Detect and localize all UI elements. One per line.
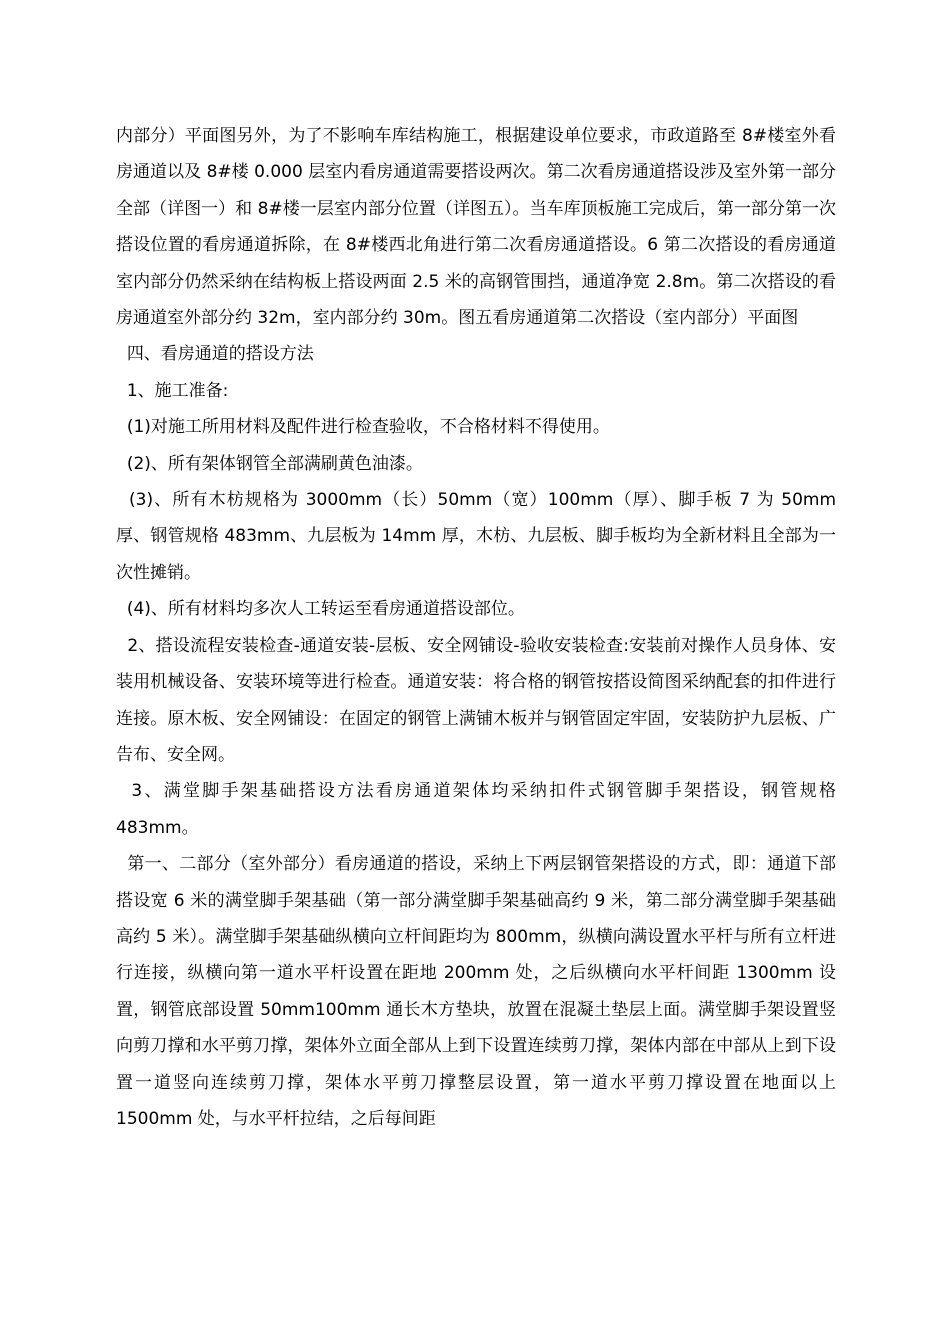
list-item-inspection: (1)对施工所用材料及配件进行检查验收，不合格材料不得使用。 (116, 417, 610, 438)
paragraph-outdoor-parts: 第一、二部分（室外部分）看房通道的搭设，采纳上下两层钢管架搭设的方式，即：通道下部搭设宽 6 米的满堂脚手架基础（第一部分满堂脚手架基础高约 9 米，第二部分满堂脚手架基础高约 5 米）。满堂脚手架基础纵横向立杆间距均为 800mm，纵横向满设置水平杆与所有立杆进行连接，纵横向第一道水平杆设置在距地 200mm 处，之后纵横向水平杆间距 1300mm 设置，钢管底部设置 50mm100mm 通长木方垫块，放置在混凝土垫层上面。满堂脚手架设置竖向剪刀撑和水平剪刀撑，架体外立面全部从上到下设置连续剪刀撑，架体内部在中部从上到下设置一道竖向连续剪刀撑，架体水平剪刀撑整层设置，第一道水平剪刀撑设置在地面以上 1500mm 处，与水平杆拉结，之后每间距 (116, 854, 842, 1129)
document-body (116, 118, 842, 1137)
list-item-materials-spec: (3)、所有木枋规格为 3000mm（长）50mm（宽）100mm（厚）、脚手板 7 为 50mm 厚、钢管规格 483mm、九层板为 14mm 厚，木枋、九层板、脚手板均为全新材料且全部为一次性摊销。 (116, 490, 842, 583)
subheading-preparation: 1、施工准备: (116, 380, 229, 401)
paragraph-scaffold-method: 3、满堂脚手架基础搭设方法看房通道架体均采纳扣件式钢管脚手架搭设，钢管规格 483mm。 (116, 781, 842, 838)
list-item-transport: (4)、所有材料均多次人工转运至看房通道搭设部位。 (116, 599, 525, 620)
paragraph-erection-process: 2、搭设流程安装检查-通道安装-层板、安全网铺设-验收安装检查:安装前对操作人员身体、安装用机械设备、安装环境等进行检查。通道安装：将合格的钢管按搭设简图采纳配套的扣件进行连接。原木板、安全网铺设：在固定的钢管上满铺木板并与钢管固定牢固，安装防护九层板、广告布、安全网。 (116, 635, 836, 765)
list-item-paint: (2)、所有架体钢管全部满刷黄色油漆。 (116, 453, 423, 474)
paragraph-intro: 内部分）平面图另外，为了不影响车库结构施工，根据建设单位要求，市政道路至 8#楼室外看房通道以及 8#楼 0.000 层室内看房通道需要搭设两次。第二次看房通道搭设涉及室外第一部分全部（详图一）和 8#楼一层室内部分位置（详图五）。当车库顶板施工完成后，第一部分第一次搭设位置的看房通道拆除，在 8#楼西北角进行第二次看房通道搭设。6 第二次搭设的看房通道室内部分仍然采纳在结构板上搭设两面 2.5 米的高钢管围挡，通道净宽 2.8m。第二次搭设的看房通道室外部分约 32m，室内部分约 30m。图五看房通道第二次搭设（室内部分）平面图 (116, 126, 836, 329)
section-heading-erection-method: 四、看房通道的搭设方法 (116, 344, 314, 365)
